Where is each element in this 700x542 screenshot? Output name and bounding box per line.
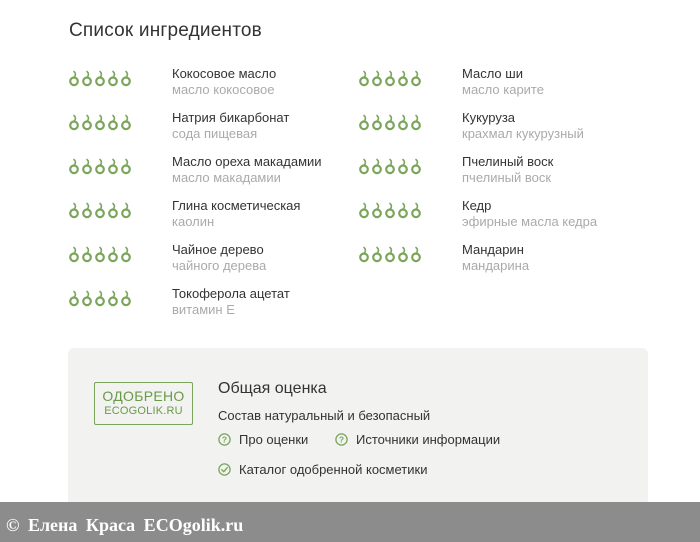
ingredient-item[interactable] <box>69 242 369 278</box>
leaf-icon <box>359 158 369 175</box>
leaf-icon <box>372 70 382 87</box>
summary-title: Общая оценка <box>218 380 327 397</box>
leaf-icon <box>95 290 105 307</box>
leaf-icon <box>108 114 118 131</box>
leaf-icon <box>69 114 79 131</box>
ingredient-item[interactable] <box>359 110 659 146</box>
rating-leaves <box>69 290 131 307</box>
ingredient-name: Кукуруза <box>462 110 516 125</box>
ingredient-inci: масло макадамии <box>172 170 281 185</box>
leaf-icon <box>121 70 131 87</box>
leaf-icon <box>385 246 395 263</box>
stamp-line2: ECOGOLIK.RU <box>104 405 183 417</box>
leaf-icon <box>69 70 79 87</box>
leaf-icon <box>95 246 105 263</box>
rating-leaves <box>359 246 421 263</box>
sources-link[interactable] <box>335 432 500 447</box>
leaf-icon <box>82 70 92 87</box>
ingredient-inci: чайного дерева <box>172 258 267 273</box>
ingredient-name: Масло ши <box>462 66 523 81</box>
check-circle-icon <box>218 463 231 476</box>
ingredient-item[interactable] <box>359 242 659 278</box>
leaf-icon <box>359 114 369 131</box>
leaf-icon <box>108 290 118 307</box>
ingredient-name: Глина косметическая <box>172 198 301 213</box>
leaf-icon <box>82 202 92 219</box>
watermark-text: © Елена Краса ECOgolik.ru <box>6 515 244 535</box>
question-circle-icon <box>218 433 231 446</box>
stamp-line1: ОДОБРЕНО <box>102 388 185 404</box>
about-ratings-label: Про оценки <box>239 432 309 447</box>
leaf-icon <box>372 114 382 131</box>
leaf-icon <box>411 114 421 131</box>
leaf-icon <box>95 114 105 131</box>
ingredient-inci: пчелиный воск <box>462 170 552 185</box>
leaf-icon <box>95 158 105 175</box>
rating-leaves <box>69 114 131 131</box>
ingredient-name: Токоферола ацетат <box>172 286 290 301</box>
ingredient-name: Натрия бикарбонат <box>172 110 290 125</box>
question-circle-icon <box>335 433 348 446</box>
ingredient-name: Чайное дерево <box>172 242 264 257</box>
ingredient-item[interactable] <box>69 154 369 190</box>
ingredient-name: Кедр <box>462 198 492 213</box>
rating-leaves <box>359 114 421 131</box>
svg-text:?: ? <box>221 434 228 445</box>
ingredient-item[interactable] <box>359 66 659 102</box>
rating-leaves <box>69 202 131 219</box>
page-title: Список ингредиентов <box>69 20 262 41</box>
leaf-icon <box>398 70 408 87</box>
leaf-icon <box>398 158 408 175</box>
leaf-icon <box>95 70 105 87</box>
ingredient-name: Пчелиный воск <box>462 154 554 169</box>
ingredient-item[interactable] <box>69 198 369 234</box>
watermark-bar <box>0 502 700 542</box>
ingredient-inci: крахмал кукурузный <box>462 126 584 141</box>
approved-stamp <box>94 382 193 425</box>
leaf-icon <box>372 246 382 263</box>
leaf-icon <box>69 202 79 219</box>
leaf-icon <box>411 70 421 87</box>
ingredient-inci: эфирные масла кедра <box>462 214 598 229</box>
ingredient-name: Мандарин <box>462 242 524 257</box>
leaf-icon <box>372 158 382 175</box>
leaf-icon <box>411 158 421 175</box>
ingredient-inci: каолин <box>172 214 215 229</box>
leaf-icon <box>385 158 395 175</box>
leaf-icon <box>108 158 118 175</box>
rating-leaves <box>359 202 421 219</box>
leaf-icon <box>359 202 369 219</box>
leaf-icon <box>121 290 131 307</box>
leaf-icon <box>385 70 395 87</box>
leaf-icon <box>359 70 369 87</box>
leaf-icon <box>82 158 92 175</box>
leaf-icon <box>398 202 408 219</box>
ingredient-inci: масло кокосовое <box>172 82 275 97</box>
leaf-icon <box>108 70 118 87</box>
ingredient-name: Кокосовое масло <box>172 66 277 81</box>
leaf-icon <box>372 202 382 219</box>
ingredient-item[interactable] <box>69 286 369 322</box>
ingredient-item[interactable] <box>69 66 369 102</box>
leaf-icon <box>121 114 131 131</box>
leaf-icon <box>69 158 79 175</box>
leaf-icon <box>95 202 105 219</box>
rating-leaves <box>359 70 421 87</box>
leaf-icon <box>121 158 131 175</box>
ingredient-item[interactable] <box>359 198 659 234</box>
rating-leaves <box>69 70 131 87</box>
leaf-icon <box>82 114 92 131</box>
ingredient-name: Масло ореха макадамии <box>172 154 322 169</box>
leaf-icon <box>411 202 421 219</box>
leaf-icon <box>411 246 421 263</box>
leaf-icon <box>108 246 118 263</box>
leaf-icon <box>385 202 395 219</box>
rating-leaves <box>69 246 131 263</box>
leaf-icon <box>69 290 79 307</box>
summary-description: Состав натуральный и безопасный <box>218 408 431 423</box>
catalog-link[interactable] <box>218 462 427 477</box>
ingredient-inci: сода пищевая <box>172 126 258 141</box>
catalog-label: Каталог одобренной косметики <box>239 462 428 477</box>
leaf-icon <box>82 246 92 263</box>
leaf-icon <box>121 246 131 263</box>
ingredient-inci: мандарина <box>462 258 530 273</box>
leaf-icon <box>359 246 369 263</box>
rating-leaves <box>69 158 131 175</box>
leaf-icon <box>398 246 408 263</box>
leaf-icon <box>121 202 131 219</box>
ingredient-item[interactable] <box>69 110 369 146</box>
sources-label: Источники информации <box>356 432 501 447</box>
svg-text:?: ? <box>338 434 345 445</box>
leaf-icon <box>108 202 118 219</box>
leaf-icon <box>398 114 408 131</box>
ingredient-inci: масло карите <box>462 82 544 97</box>
leaf-icon <box>82 290 92 307</box>
about-ratings-link[interactable] <box>218 432 308 447</box>
ingredient-item[interactable] <box>359 154 659 190</box>
leaf-icon <box>385 114 395 131</box>
rating-leaves <box>359 158 421 175</box>
leaf-icon <box>69 246 79 263</box>
ingredient-inci: витамин Е <box>172 302 235 317</box>
summary-panel <box>68 348 648 512</box>
